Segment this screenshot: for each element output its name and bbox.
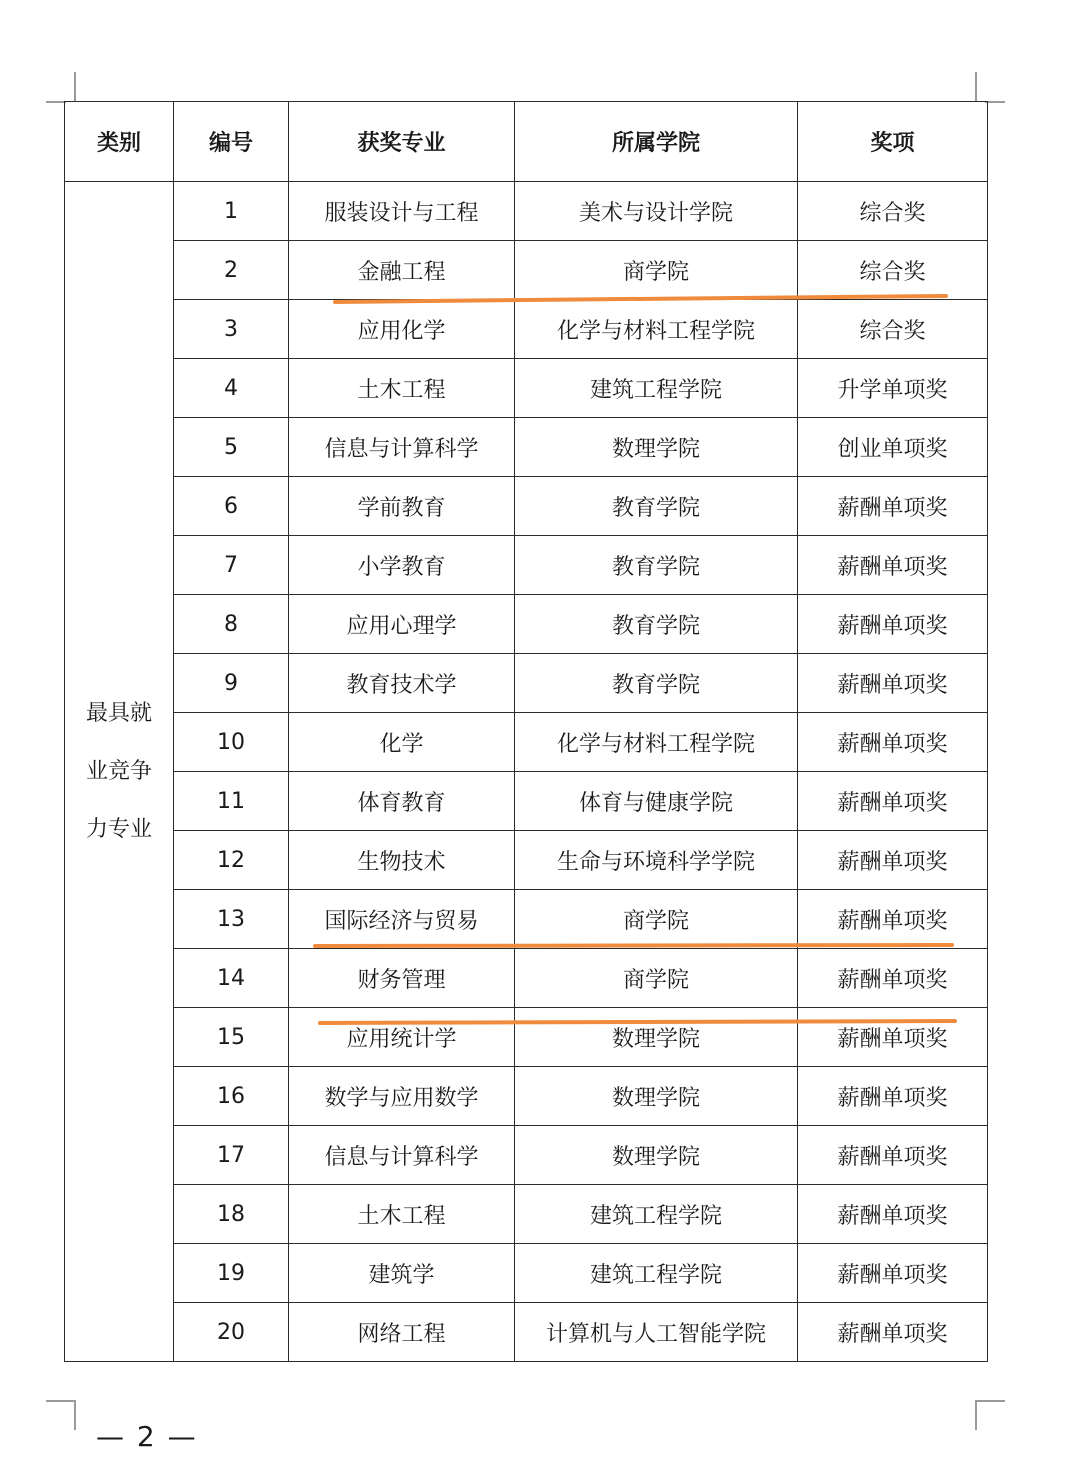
award-cell: 升学单项奖 — [798, 359, 988, 418]
award-cell: 薪酬单项奖 — [798, 536, 988, 595]
major-cell: 信息与计算科学 — [289, 1126, 515, 1185]
award-cell: 薪酬单项奖 — [798, 890, 988, 949]
table-row — [65, 241, 988, 300]
table-body — [65, 182, 988, 1362]
row-number-cell: 6 — [174, 477, 289, 536]
major-cell: 生物技术 — [289, 831, 515, 890]
major-cell: 建筑学 — [289, 1244, 515, 1303]
college-cell: 生命与环境科学学院 — [515, 831, 798, 890]
major-cell: 应用心理学 — [289, 595, 515, 654]
college-cell: 数理学院 — [515, 1067, 798, 1126]
college-cell: 教育学院 — [515, 536, 798, 595]
college-cell: 数理学院 — [515, 1008, 798, 1067]
row-number-cell: 11 — [174, 772, 289, 831]
row-number-cell: 5 — [174, 418, 289, 477]
header-award: 奖项 — [798, 102, 988, 182]
award-cell: 薪酬单项奖 — [798, 1008, 988, 1067]
row-number-cell: 18 — [174, 1185, 289, 1244]
award-table — [64, 101, 988, 1362]
college-cell: 教育学院 — [515, 595, 798, 654]
header-number: 编号 — [174, 102, 289, 182]
table-row — [65, 359, 988, 418]
row-number-cell: 12 — [174, 831, 289, 890]
table-row — [65, 890, 988, 949]
table-row — [65, 300, 988, 359]
major-cell: 化学 — [289, 713, 515, 772]
award-cell: 薪酬单项奖 — [798, 1067, 988, 1126]
major-cell: 土木工程 — [289, 359, 515, 418]
crop-mark-top-left-v — [74, 72, 76, 102]
award-cell: 薪酬单项奖 — [798, 654, 988, 713]
table-row — [65, 831, 988, 890]
award-cell: 薪酬单项奖 — [798, 713, 988, 772]
table-row — [65, 1303, 988, 1362]
table-row — [65, 654, 988, 713]
college-cell: 美术与设计学院 — [515, 182, 798, 241]
table-row — [65, 713, 988, 772]
category-cell — [65, 182, 174, 1362]
page-number: — 2 — — [96, 1420, 198, 1453]
major-cell: 应用化学 — [289, 300, 515, 359]
college-cell: 商学院 — [515, 949, 798, 1008]
row-number-cell: 13 — [174, 890, 289, 949]
major-cell: 国际经济与贸易 — [289, 890, 515, 949]
college-cell: 化学与材料工程学院 — [515, 713, 798, 772]
row-number-cell: 4 — [174, 359, 289, 418]
college-cell: 建筑工程学院 — [515, 359, 798, 418]
table-row — [65, 536, 988, 595]
major-cell: 学前教育 — [289, 477, 515, 536]
college-cell: 教育学院 — [515, 654, 798, 713]
table-row — [65, 595, 988, 654]
row-number-cell: 2 — [174, 241, 289, 300]
table-row — [65, 1244, 988, 1303]
major-cell: 服装设计与工程 — [289, 182, 515, 241]
row-number-cell: 1 — [174, 182, 289, 241]
college-cell: 数理学院 — [515, 1126, 798, 1185]
row-number-cell: 19 — [174, 1244, 289, 1303]
row-number-cell: 16 — [174, 1067, 289, 1126]
award-cell: 综合奖 — [798, 182, 988, 241]
table-row — [65, 1126, 988, 1185]
award-cell: 薪酬单项奖 — [798, 772, 988, 831]
header-major: 获奖专业 — [289, 102, 515, 182]
crop-mark-top-right-v — [975, 72, 977, 102]
major-cell: 信息与计算科学 — [289, 418, 515, 477]
row-number-cell: 7 — [174, 536, 289, 595]
major-cell: 金融工程 — [289, 241, 515, 300]
table-row — [65, 182, 988, 241]
major-cell: 应用统计学 — [289, 1008, 515, 1067]
college-cell: 商学院 — [515, 890, 798, 949]
row-number-cell: 10 — [174, 713, 289, 772]
row-number-cell: 17 — [174, 1126, 289, 1185]
major-cell: 体育教育 — [289, 772, 515, 831]
major-cell: 数学与应用数学 — [289, 1067, 515, 1126]
award-cell: 薪酬单项奖 — [798, 477, 988, 536]
crop-mark-bottom-left-h — [46, 1400, 74, 1402]
table-row — [65, 949, 988, 1008]
award-cell: 薪酬单项奖 — [798, 831, 988, 890]
award-cell: 薪酬单项奖 — [798, 595, 988, 654]
category-line: 最具就 — [85, 700, 152, 726]
major-cell: 小学教育 — [289, 536, 515, 595]
award-cell: 薪酬单项奖 — [798, 1303, 988, 1362]
row-number-cell: 14 — [174, 949, 289, 1008]
category-line: 力专业 — [85, 816, 152, 842]
award-cell: 创业单项奖 — [798, 418, 988, 477]
crop-mark-bottom-left-v — [74, 1400, 76, 1430]
row-number-cell: 8 — [174, 595, 289, 654]
award-cell: 薪酬单项奖 — [798, 1244, 988, 1303]
table-row — [65, 772, 988, 831]
row-number-cell: 20 — [174, 1303, 289, 1362]
table-row — [65, 1008, 988, 1067]
row-number-cell: 3 — [174, 300, 289, 359]
header-category: 类别 — [65, 102, 174, 182]
college-cell: 教育学院 — [515, 477, 798, 536]
crop-mark-bottom-right-h — [975, 1400, 1005, 1402]
row-number-cell: 9 — [174, 654, 289, 713]
award-cell: 薪酬单项奖 — [798, 949, 988, 1008]
table-row — [65, 1067, 988, 1126]
award-cell: 薪酬单项奖 — [798, 1126, 988, 1185]
award-cell: 薪酬单项奖 — [798, 1185, 988, 1244]
college-cell: 数理学院 — [515, 418, 798, 477]
college-cell: 计算机与人工智能学院 — [515, 1303, 798, 1362]
major-cell: 财务管理 — [289, 949, 515, 1008]
table-row — [65, 418, 988, 477]
award-cell: 综合奖 — [798, 241, 988, 300]
table-row — [65, 477, 988, 536]
college-cell: 建筑工程学院 — [515, 1185, 798, 1244]
row-number-cell: 15 — [174, 1008, 289, 1067]
college-cell: 商学院 — [515, 241, 798, 300]
major-cell: 网络工程 — [289, 1303, 515, 1362]
major-cell: 土木工程 — [289, 1185, 515, 1244]
award-cell: 综合奖 — [798, 300, 988, 359]
table-row — [65, 1185, 988, 1244]
crop-mark-bottom-right-v — [975, 1400, 977, 1430]
category-line: 业竞争 — [85, 758, 152, 784]
header-row — [65, 102, 988, 182]
college-cell: 化学与材料工程学院 — [515, 300, 798, 359]
crop-mark-top-right-h — [985, 101, 1005, 103]
major-cell: 教育技术学 — [289, 654, 515, 713]
header-college: 所属学院 — [515, 102, 798, 182]
college-cell: 体育与健康学院 — [515, 772, 798, 831]
college-cell: 建筑工程学院 — [515, 1244, 798, 1303]
crop-mark-top-left-h — [46, 101, 66, 103]
